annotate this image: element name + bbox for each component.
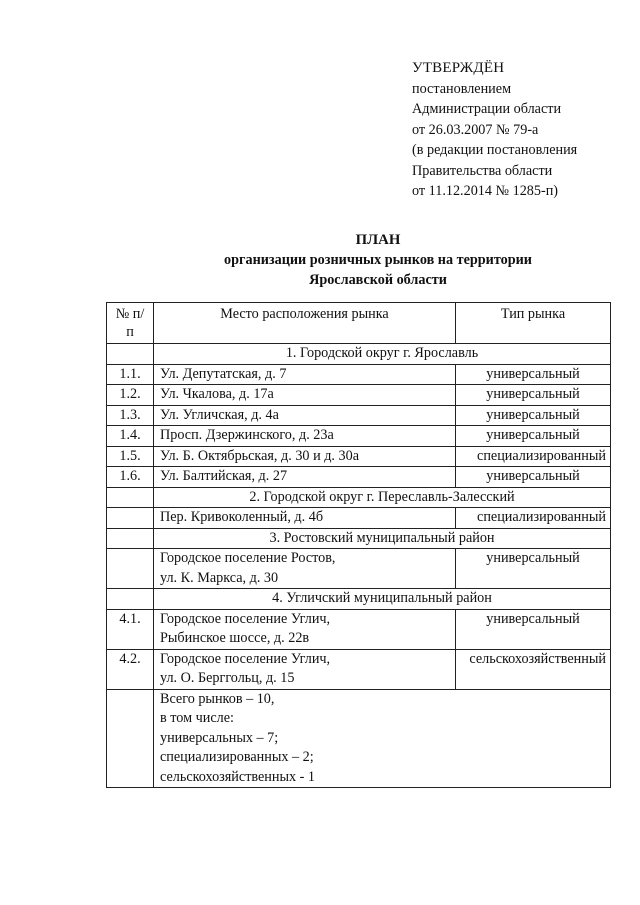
market-type: универсальный [456, 426, 611, 447]
market-type: универсальный [456, 364, 611, 385]
table-row [107, 609, 611, 649]
location-line: ул. О. Берггольц, д. 15 [160, 670, 295, 686]
section-title: 2. Городской округ г. Переславль-Залесский [154, 487, 611, 508]
market-location [154, 405, 456, 426]
location-line: Пер. Кривоколенный, д. 4б [160, 509, 324, 525]
approval-heading: УТВЕРЖДЁН [412, 60, 505, 76]
row-number [107, 508, 154, 529]
header-type: Тип рынка [456, 303, 611, 344]
total-row [107, 689, 611, 788]
section-row [107, 344, 611, 365]
market-type: универсальный [456, 609, 611, 649]
market-location [154, 426, 456, 447]
table-header-row [107, 303, 611, 344]
header-place: Место расположения рынка [154, 303, 456, 344]
table-row [107, 467, 611, 488]
row-number: 4.1. [107, 609, 154, 649]
section-number-cell [107, 344, 154, 365]
row-number [107, 549, 154, 589]
market-type: специализированный [456, 508, 611, 529]
title-line-plan: ПЛАН [355, 232, 401, 248]
location-line: Ул. Б. Октябрьская, д. 30 и д. 30а [160, 447, 360, 464]
row-number: 1.6. [107, 467, 154, 488]
market-type: универсальный [456, 549, 611, 589]
row-number: 1.2. [107, 385, 154, 406]
total-line: в том числе: [160, 710, 234, 726]
market-type: универсальный [456, 467, 611, 488]
location-line: Ул. Балтийская, д. 27 [160, 468, 288, 484]
title-line-region: Ярославской области [309, 272, 447, 288]
section-row [107, 487, 611, 508]
header-number: № п/п [107, 303, 154, 344]
approval-stamp [412, 58, 577, 202]
total-summary [154, 689, 611, 788]
row-number: 1.1. [107, 364, 154, 385]
market-type: универсальный [456, 405, 611, 426]
approval-line: Администрации области [412, 101, 562, 117]
location-line: Городское поселение Углич, [160, 610, 331, 627]
table-row [107, 385, 611, 406]
total-line: сельскохозяйственных - 1 [160, 768, 316, 785]
section-title: 1. Городской округ г. Ярославль [154, 344, 611, 365]
approval-line: от 26.03.2007 № 79-а [412, 121, 539, 138]
section-row [107, 528, 611, 549]
approval-line: Правительства области [412, 162, 553, 179]
location-line: Ул. Угличская, д. 4а [160, 406, 279, 423]
row-number: 4.2. [107, 649, 154, 689]
location-line: Ул. Депутатская, д. 7 [160, 365, 287, 382]
total-line: универсальных – 7; [160, 729, 279, 746]
section-number-cell [107, 528, 154, 549]
approval-line: постановлением [412, 80, 512, 97]
market-location [154, 549, 456, 589]
table-row [107, 508, 611, 529]
section-title: 3. Ростовский муниципальный район [154, 528, 611, 549]
markets-table-body [107, 303, 611, 788]
location-line: ул. К. Маркса, д. 30 [160, 569, 279, 586]
market-location [154, 385, 456, 406]
location-line: Городское поселение Углич, [160, 650, 331, 667]
market-location [154, 508, 456, 529]
section-number-cell [107, 589, 154, 610]
document-title [108, 230, 640, 290]
table-row [107, 426, 611, 447]
market-location [154, 649, 456, 689]
row-number: 1.3. [107, 405, 154, 426]
table-row [107, 446, 611, 467]
market-type: специализированный [456, 446, 611, 467]
markets-table [106, 302, 611, 788]
market-type: универсальный [456, 385, 611, 406]
approval-line: (в редакции постановления [412, 142, 578, 158]
total-number-cell [107, 689, 154, 788]
location-line: Рыбинское шоссе, д. 22в [160, 630, 310, 646]
market-location [154, 364, 456, 385]
market-location [154, 609, 456, 649]
market-type: сельскохозяйственный [456, 649, 611, 689]
table-row [107, 549, 611, 589]
location-line: Городское поселение Ростов, [160, 550, 336, 566]
market-location [154, 446, 456, 467]
section-number-cell [107, 487, 154, 508]
approval-line: от 11.12.2014 № 1285-п) [412, 183, 559, 199]
table-row [107, 405, 611, 426]
title-line-subject: организации розничных рынков на территории [224, 252, 532, 268]
row-number: 1.4. [107, 426, 154, 447]
market-location [154, 467, 456, 488]
section-title: 4. Угличский муниципальный район [154, 589, 611, 610]
table-row [107, 364, 611, 385]
table-row [107, 649, 611, 689]
total-line: специализированных – 2; [160, 749, 314, 765]
location-line: Просп. Дзержинского, д. 23а [160, 427, 334, 443]
row-number: 1.5. [107, 446, 154, 467]
section-row [107, 589, 611, 610]
location-line: Ул. Чкалова, д. 17а [160, 386, 274, 402]
total-line: Всего рынков – 10, [160, 690, 275, 707]
